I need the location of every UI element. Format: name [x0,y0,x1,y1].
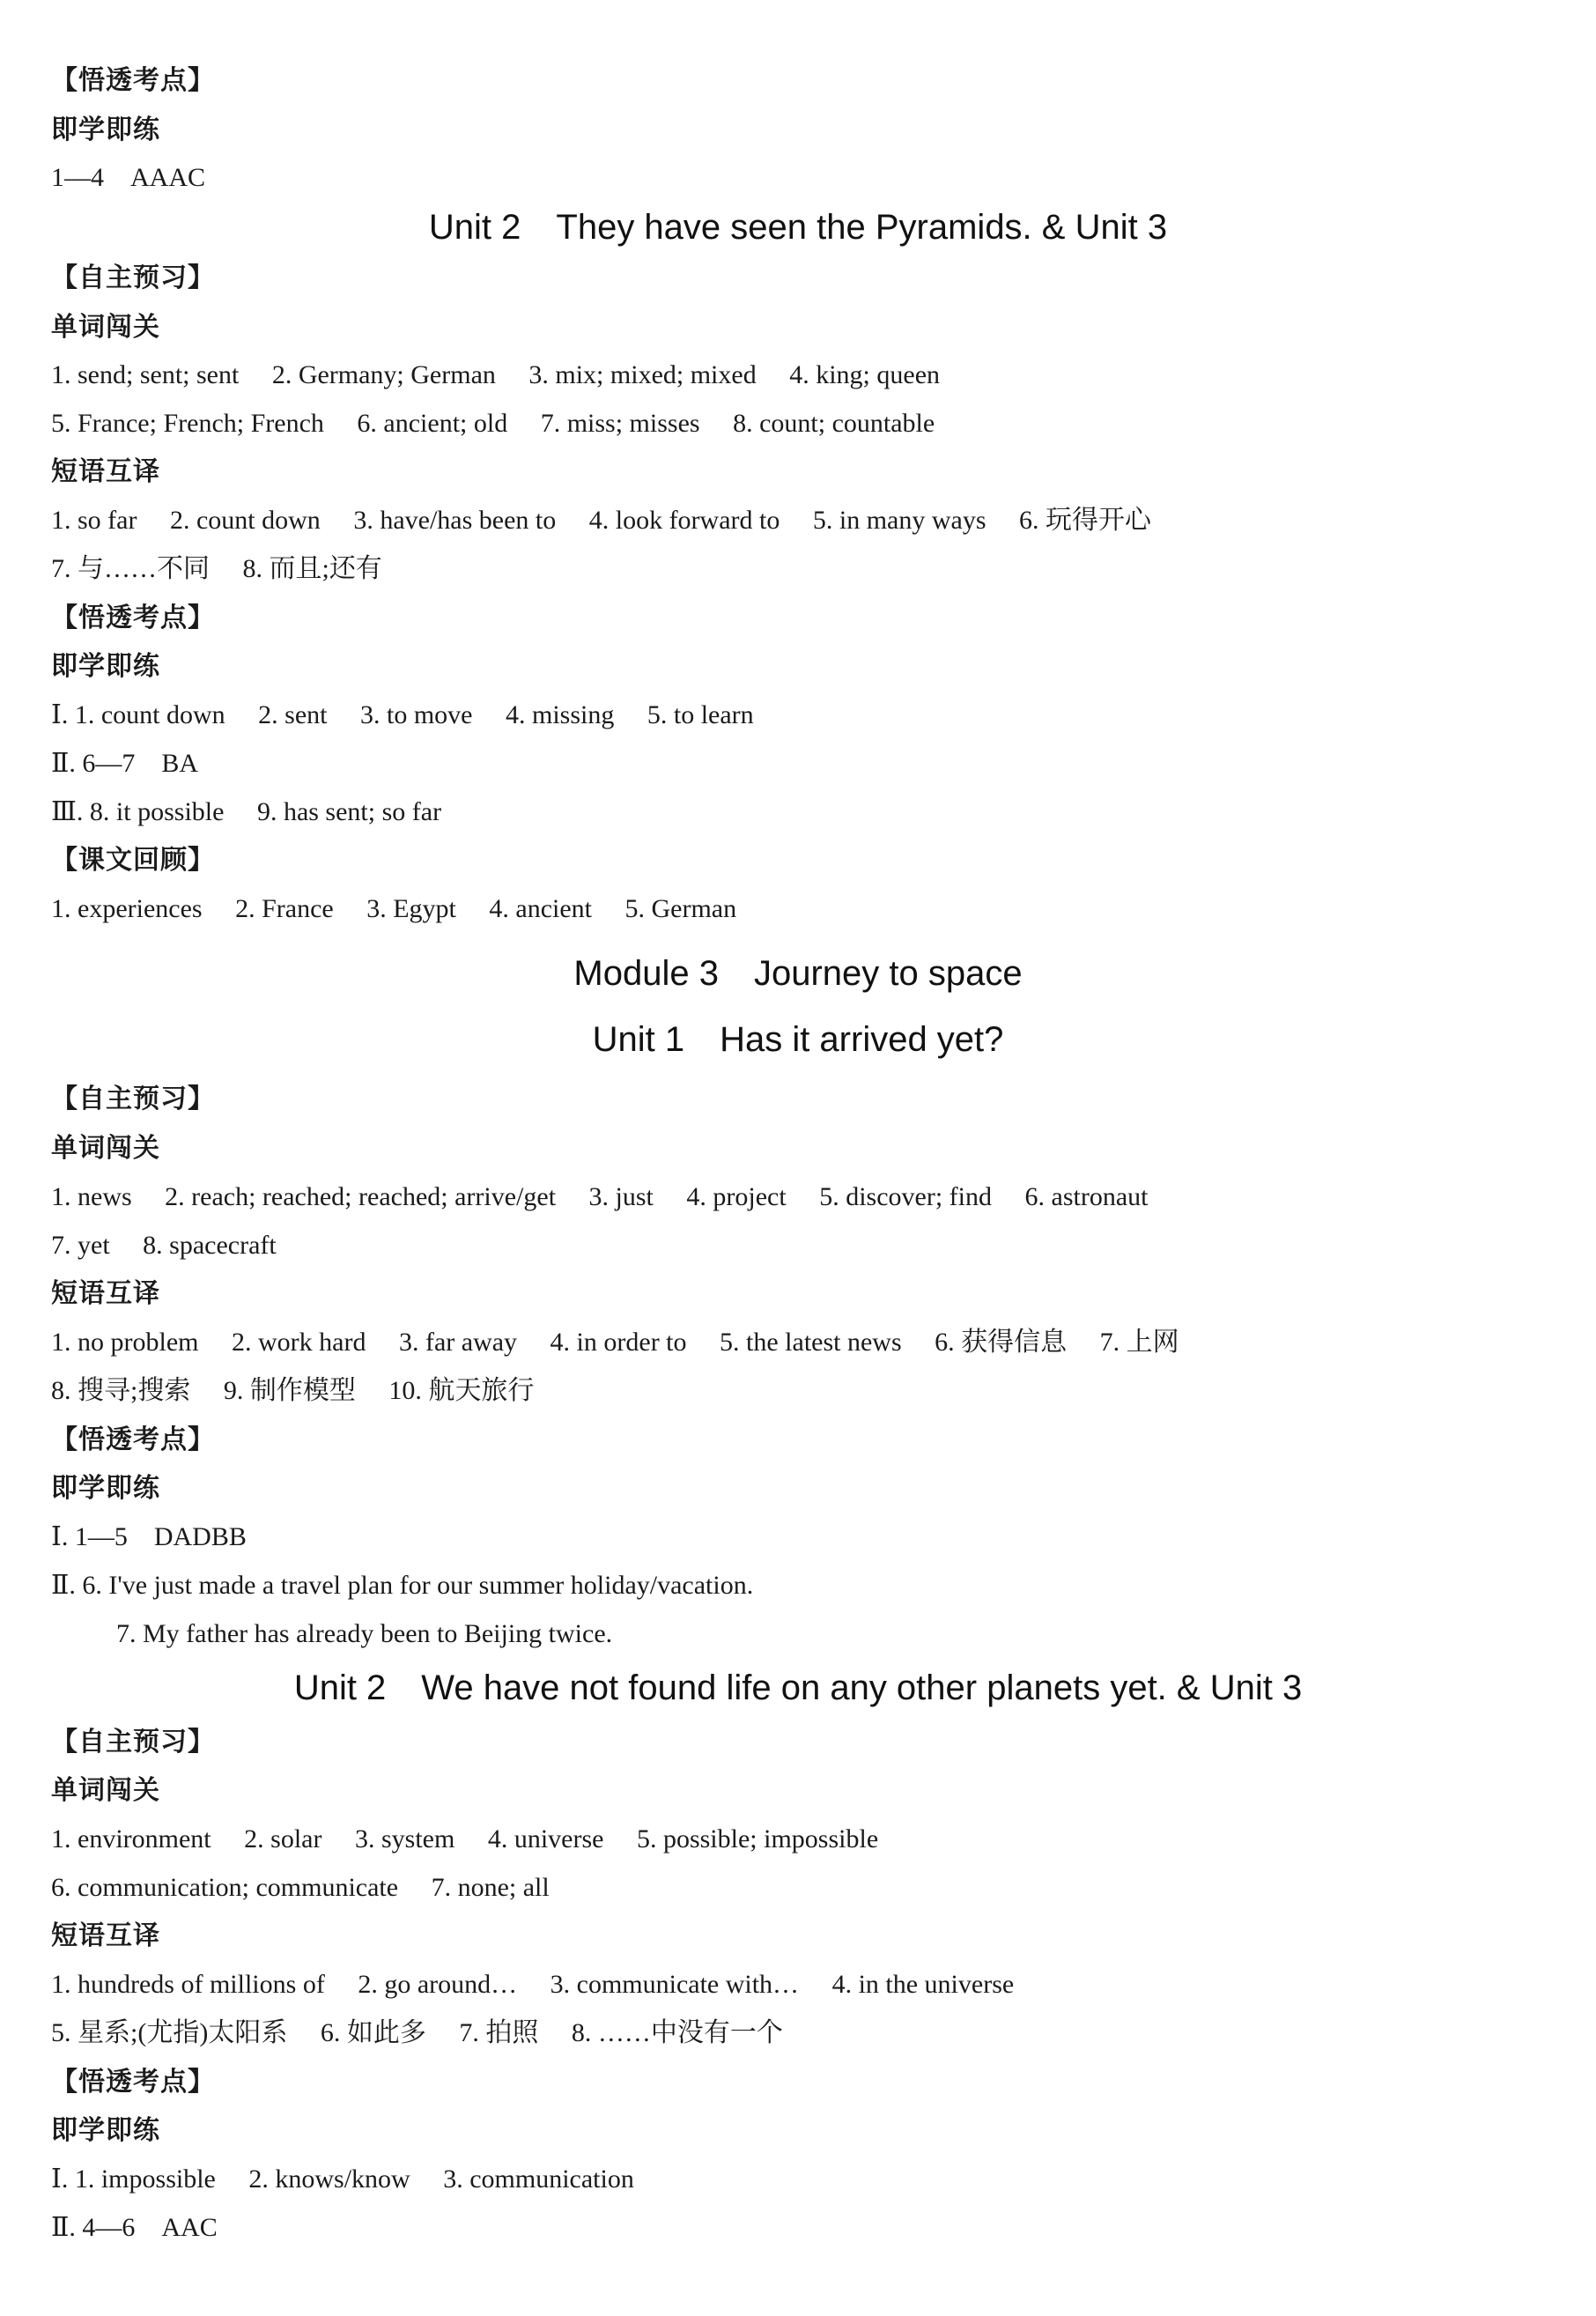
answer-item: 8. ……中没有一个 [571,2018,783,2047]
practice-subheading: 即学即练 [51,1473,160,1504]
answer-item: 7. 与……不同 [51,554,210,583]
answer-item: 4. missing [506,700,615,729]
section-heading: 【自主预习】 [51,263,215,293]
answer-item: 4. king; queen [789,360,941,389]
answer-item: 5. German [624,894,737,923]
answer-item: 1. environment [51,1824,211,1854]
answer-item: 7. 拍照 [459,2018,539,2047]
section-heading: 【悟透考点】 [51,603,215,633]
subheading-phrases: 短语互译 [51,1278,160,1309]
answer-item: 2. reach; reached; reached; arrive/get [165,1182,557,1211]
answer-item: 5. the latest news [720,1328,902,1357]
answer-line [51,2010,1543,2056]
answer-item: 3. to move [360,700,473,729]
answer-item: 2. work hard [231,1328,366,1357]
answer-item: 4. look forward to [588,506,780,535]
answer-item: 2. count down [169,506,321,535]
section-heading: 【悟透考点】 [51,1424,215,1455]
answer-line [51,1865,1543,1911]
answer-item: Ⅲ. 8. it possible [51,797,225,826]
answer-item: 6. ancient; old [357,409,508,438]
subheading-words: 单词闯关 [51,1133,160,1164]
answer-item: 2. go around… [358,1970,518,1999]
answer-line [51,1817,1543,1862]
answer-item: 10. 航天旅行 [388,1376,535,1405]
answer-line [51,1962,1543,2008]
answer-item: 3. Egypt [366,894,456,923]
answer-item: 1. news [51,1182,132,1211]
answer-line: 1—4 AAAC [51,163,206,192]
answer-item: 5. to learn [647,700,754,729]
answer-item: 3. communication [443,2164,634,2194]
answer-item: 4. universe [487,1824,604,1854]
answer-line [51,1368,1543,1414]
section-heading: 【自主预习】 [51,1727,215,1757]
answer-item: 5. discover; find [819,1182,992,1211]
answer-item: Ⅰ. 1. impossible [51,2164,216,2194]
practice-subheading: 即学即练 [51,115,160,145]
answer-item: 6. communication; communicate [51,1873,399,1902]
answer-line: 7. My father has already been to Beijing twice. [116,1619,613,1648]
answer-item: 3. far away [398,1328,518,1357]
answer-item: 2. Germany; German [271,360,496,389]
answer-item: 5. in many ways [812,506,986,535]
answer-item: 3. mix; mixed; mixed [528,360,757,389]
answer-item: 1. hundreds of millions of [51,1970,325,1999]
answer-item: 2. France [235,894,334,923]
answer-item: 4. in the universe [831,1970,1015,1999]
answer-line [51,692,1543,738]
answer-item: 7. 上网 [1099,1328,1179,1357]
answer-item: 4. ancient [489,894,592,923]
unit-title: Unit 2 They have seen the Pyramids. & Unit 3 [428,208,1168,247]
answer-item: Ⅰ. 1. count down [51,700,225,729]
answer-line: Ⅱ. 6—7 BA [51,749,199,778]
practice-subheading: 即学即练 [51,651,160,682]
subheading-phrases: 短语互译 [51,456,160,487]
answer-line [51,1223,1543,1269]
answer-item: 7. none; all [431,1873,550,1902]
answer-item: 8. count; countable [733,409,935,438]
answer-item: 7. miss; misses [540,409,700,438]
answer-line [51,352,1543,398]
answer-item: 8. 搜寻;搜索 [51,1376,191,1405]
answer-item: 8. 而且;还有 [242,554,382,583]
answer-item: 4. project [686,1182,787,1211]
answer-item: 6. astronaut [1024,1182,1149,1211]
answer-item: 5. France; French; French [51,409,324,438]
answer-item: 3. have/has been to [353,506,557,535]
answer-item: 1. so far [51,506,137,535]
answer-line [51,789,1543,835]
practice-subheading: 即学即练 [51,2115,160,2146]
section-heading: 【悟透考点】 [51,65,215,96]
section-heading: 【悟透考点】 [51,2067,215,2098]
answer-item: 8. spacecraft [143,1231,277,1260]
answer-line [51,401,1543,447]
answer-line: Ⅰ. 1—5 DADBB [51,1522,247,1551]
answer-item: 1. experiences [51,894,203,923]
answer-item: 9. has sent; so far [256,797,442,826]
section-heading: 【课文回顾】 [51,845,215,876]
answer-item: 2. sent [258,700,328,729]
section-heading: 【自主预习】 [51,1084,215,1114]
subheading-phrases: 短语互译 [51,1920,160,1951]
answer-item: 3. just [588,1182,654,1211]
answer-line [51,886,1543,932]
answer-item: 1. send; sent; sent [51,360,240,389]
answer-item: 6. 如此多 [320,2018,426,2047]
answer-line [51,498,1543,544]
answer-line [51,1320,1543,1365]
answer-line: Ⅱ. 6. I've just made a travel plan for our summer holiday/vacation. [51,1571,754,1600]
answer-item: 2. solar [244,1824,322,1854]
answer-item: 5. possible; impossible [636,1824,879,1854]
answer-item: 4. in order to [550,1328,687,1357]
subheading-words: 单词闯关 [51,312,160,343]
unit-title: Unit 1 Has it arrived yet? [592,1020,1004,1059]
answer-line: Ⅱ. 4—6 AAC [51,2213,218,2242]
answer-line [51,1174,1543,1220]
answer-item: 7. yet [51,1231,110,1260]
subheading-words: 单词闯关 [51,1775,160,1806]
answer-item: 6. 获得信息 [935,1328,1068,1357]
answer-item: 3. system [354,1824,455,1854]
answer-line [51,546,1543,592]
answer-item: 1. no problem [51,1328,199,1357]
module-title: Module 3 Journey to space [573,954,1023,993]
unit-title: Unit 2 We have not found life on any other planets yet. & Unit 3 [293,1669,1303,1707]
answer-item: 3. communicate with… [550,1970,800,1999]
answer-line [51,2157,1543,2202]
answer-item: 5. 星系;(尤指)太阳系 [51,2018,288,2047]
answer-item: 9. 制作模型 [223,1376,356,1405]
answer-item: 2. knows/know [248,2164,410,2194]
answer-item: 6. 玩得开心 [1019,506,1151,535]
